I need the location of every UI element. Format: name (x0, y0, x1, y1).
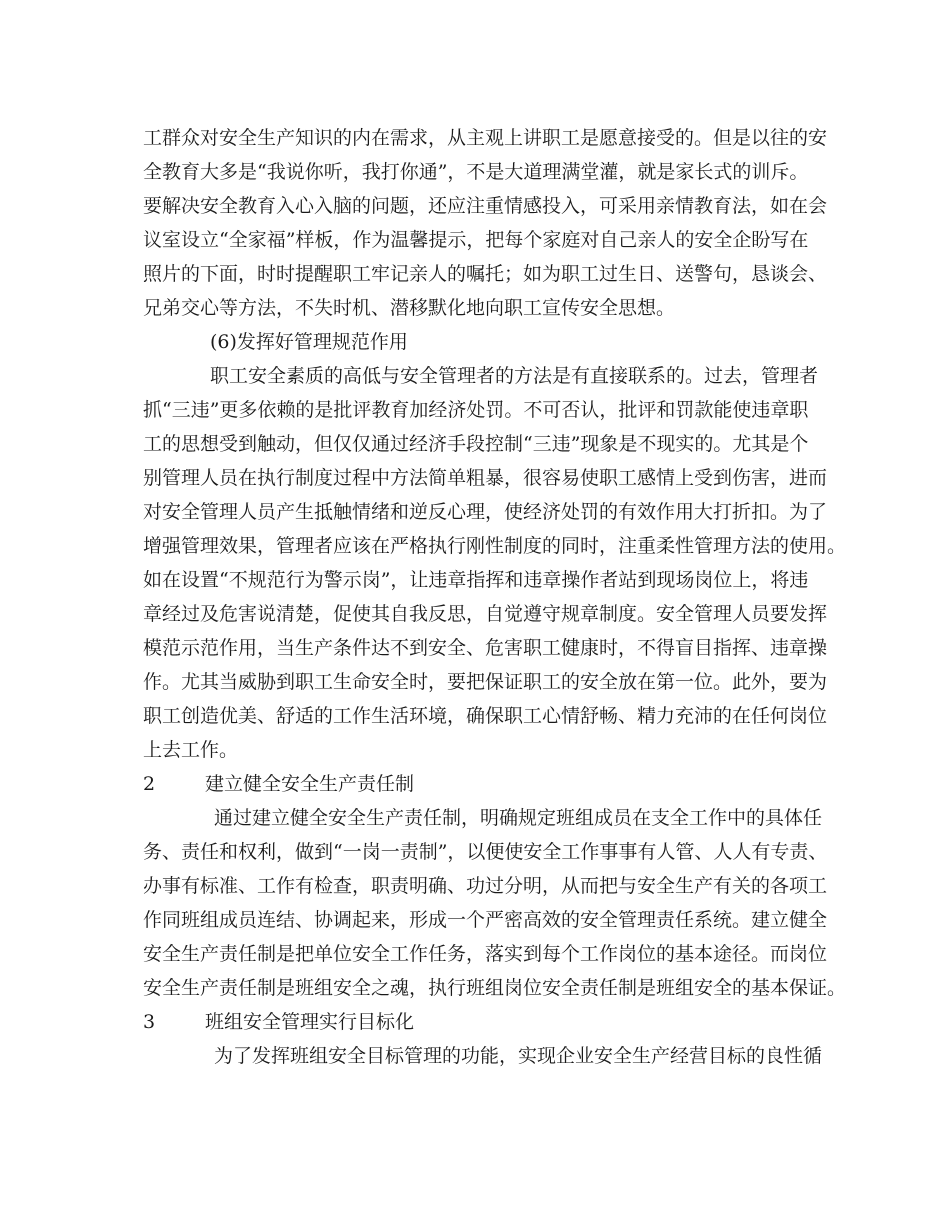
text-line: 务、责任和权利，做到“一岗一责制”，以便使安全工作事事有人管、人人有专责、 (143, 841, 828, 863)
text-line: 章经过及危害说清楚，促使其自我反思，自觉遵守规章制度。安全管理人员要发挥 (143, 603, 828, 625)
text-line: 抓“三违”更多依赖的是批评教育加经济处罚。不可否认，批评和罚款能使违章职 (143, 399, 809, 421)
text-line: 对安全管理人员产生抵触情绪和逆反心理，使经济处罚的有效作用大打折扣。为了 (143, 501, 828, 523)
text-line: 为了发挥班组安全目标管理的功能，实现企业安全生产经营目标的良性循 (214, 1045, 823, 1067)
text-line: 增强管理效果，管理者应该在严格执行刚性制度的同时，注重柔性管理方法的使用。 (143, 535, 847, 557)
text-line: 安全生产责任制是把单位安全工作任务，落实到每个工作岗位的基本途径。而岗位 (143, 943, 828, 965)
text-line: 兄弟交心等方法，不失时机、潜移默化地向职工宣传安全思想。 (143, 297, 676, 319)
text-line: 要解决安全教育入心入脑的问题，还应注重情感投入，可采用亲情教育法，如在会 (143, 195, 828, 217)
section-number: 3 (143, 1011, 156, 1033)
text-line: 职工创造优美、舒适的工作生活环境，确保职工心情舒畅、精力充沛的在任何岗位 (143, 705, 828, 727)
subheading-6: (6)发挥好管理规范作用 (210, 331, 408, 353)
text-line: 模范示范作用，当生产条件达不到安全、危害职工健康时，不得盲目指挥、违章操 (143, 637, 828, 659)
text-line: 职工安全素质的高低与安全管理者的方法是有直接联系的。过去，管理者 (210, 365, 819, 387)
text-line: 照片的下面，时时提醒职工牢记亲人的嘱托；如为职工过生日、送警句，恳谈会、 (143, 263, 828, 285)
section-title: 建立健全安全生产责任制 (205, 773, 415, 795)
text-line: 作。尤其当威胁到职工生命安全时，要把保证职工的安全放在第一位。此外，要为 (143, 671, 828, 693)
section-title: 班组安全管理实行目标化 (205, 1011, 415, 1033)
text-line: 全教育大多是“我说你听，我打你通”，不是大道理满堂灌，就是家长式的训斥。 (143, 161, 809, 183)
text-line: 如在设置“不规范行为警示岗”，让违章指挥和违章操作者站到现场岗位上，将违 (143, 569, 809, 591)
text-line: 办事有标准、工作有检查，职责明确、功过分明，从而把与安全生产有关的各项工 (143, 875, 828, 897)
text-line: 上去工作。 (143, 739, 239, 761)
section-number: 2 (143, 773, 156, 795)
text-line: 工群众对安全生产知识的内在需求，从主观上讲职工是愿意接受的。但是以往的安 (143, 127, 828, 149)
text-line: 安全生产责任制是班组安全之魂，执行班组岗位安全责任制是班组安全的基本保证。 (143, 977, 847, 999)
text-line: 别管理人员在执行制度过程中方法简单粗暴，很容易使职工感情上受到伤害，进而 (143, 467, 828, 489)
text-line: 作同班组成员连结、协调起来，形成一个严密高效的安全管理责任系统。建立健全 (143, 909, 828, 931)
text-line: 通过建立健全安全生产责任制，明确规定班组成员在支全工作中的具体任 (214, 807, 823, 829)
text-line: 工的思想受到触动，但仅仅通过经济手段控制“三违”现象是不现实的。尤其是个 (143, 433, 809, 455)
text-line: 议室设立“全家福”样板，作为温馨提示，把每个家庭对自己亲人的安全企盼写在 (143, 229, 809, 251)
